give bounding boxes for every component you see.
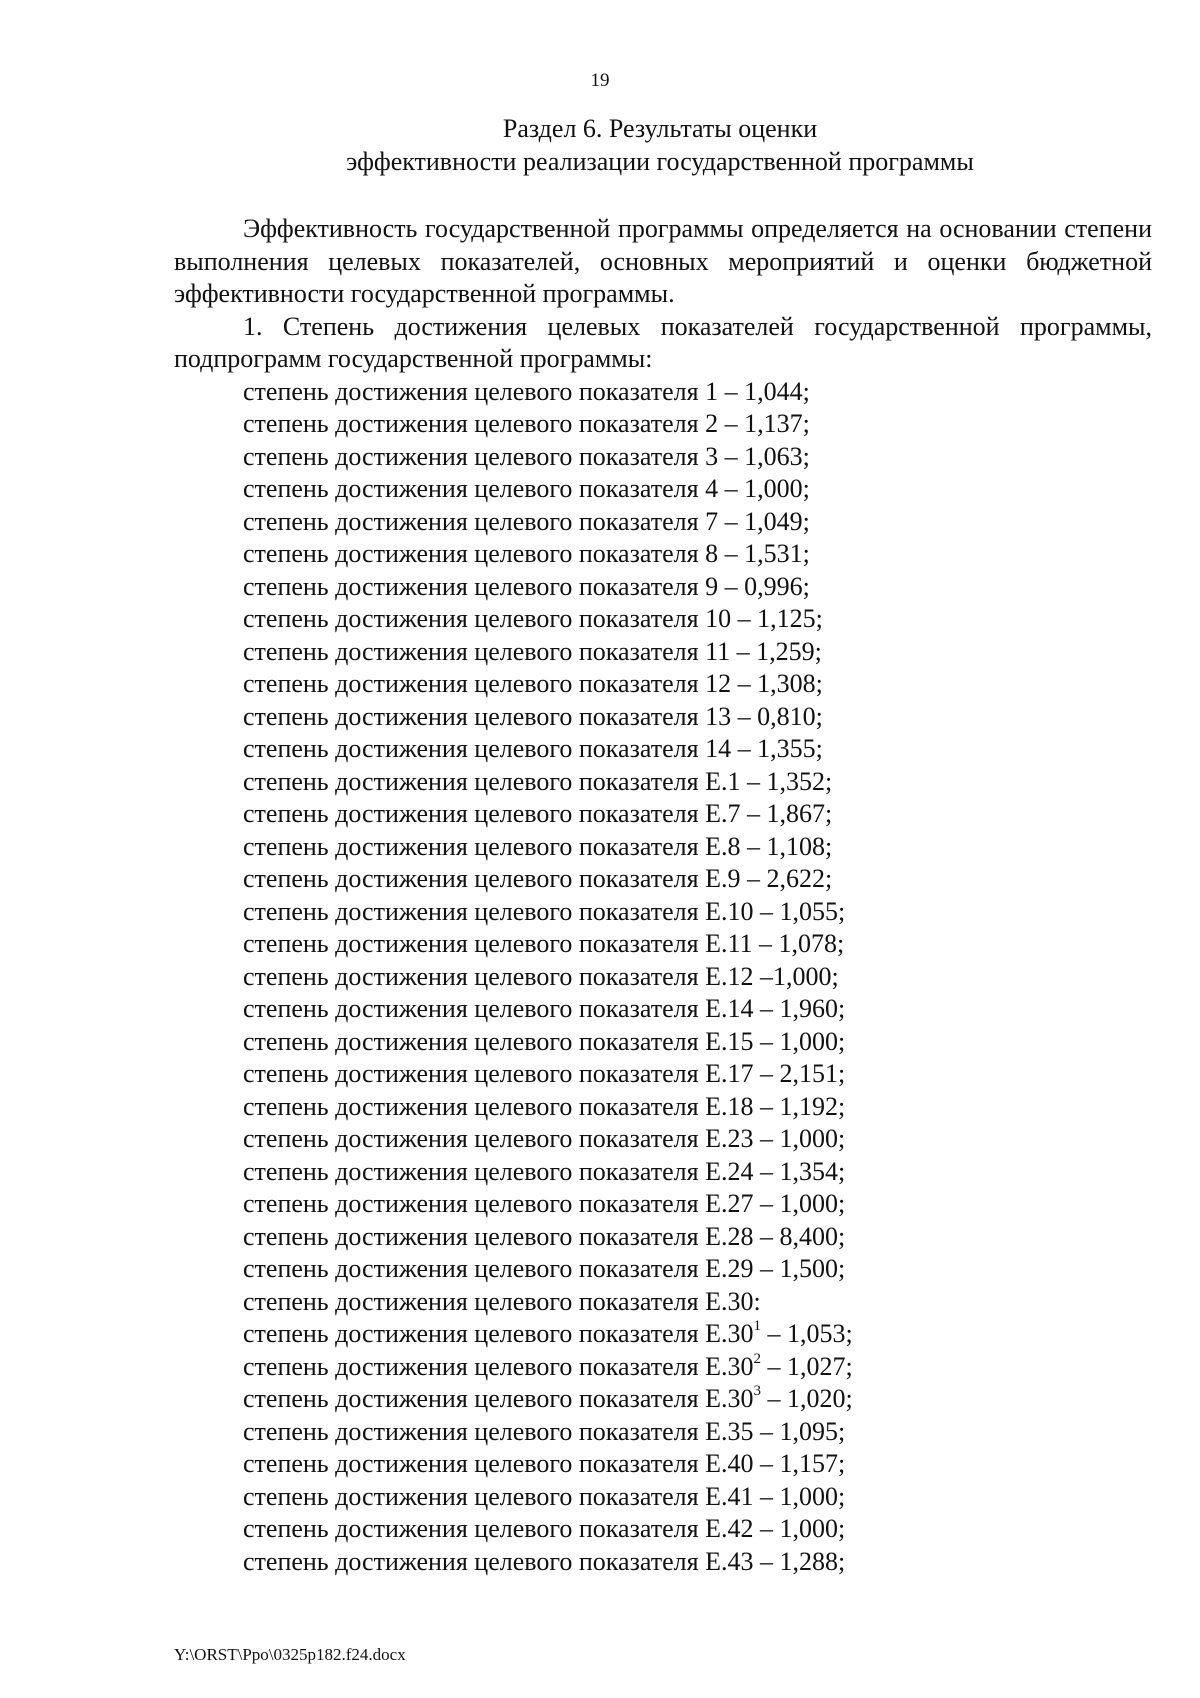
indicator-id: Е.29	[705, 1254, 754, 1283]
indicator-prefix: степень достижения целевого показателя	[243, 1026, 699, 1056]
indicator-id: Е.30	[705, 1286, 754, 1316]
indicator-item	[174, 766, 1152, 799]
indicator-prefix: степень достижения целевого показателя	[243, 669, 699, 698]
indicator-prefix: степень достижения целевого показателя	[243, 1254, 699, 1283]
indicator-item	[174, 441, 1152, 474]
indicator-item	[174, 473, 1152, 506]
indicator-item	[174, 1026, 1152, 1059]
indicator-prefix: степень достижения целевого показателя	[243, 409, 699, 438]
indicator-prefix: степень достижения целевого показателя	[243, 831, 699, 861]
indicator-value: – 1,157;	[753, 1449, 846, 1478]
indicator-prefix: степень достижения целевого показателя	[243, 961, 699, 991]
indicator-prefix: степень достижения целевого показателя	[243, 1059, 699, 1088]
indicator-list	[174, 376, 1152, 1579]
indicator-prefix: степень достижения целевого показателя	[243, 506, 699, 536]
indicator-prefix: степень достижения целевого показателя	[243, 1319, 699, 1348]
indicator-id: Е.17	[705, 1059, 754, 1088]
indicator-item	[174, 1156, 1152, 1189]
indicator-item	[174, 668, 1152, 701]
indicator-item	[174, 571, 1152, 604]
indicator-item	[174, 1318, 1152, 1351]
indicator-item	[174, 1286, 1152, 1319]
indicator-value: – 1,354;	[753, 1156, 846, 1186]
indicator-id: Е.15	[705, 1026, 754, 1056]
indicator-value: – 1,125;	[731, 604, 823, 633]
indicator-prefix: степень достижения целевого показателя	[243, 1546, 699, 1576]
indicator-value: – 8,400;	[753, 1221, 846, 1251]
indicator-id: Е.27	[705, 1189, 754, 1218]
indicator-id: Е.35	[705, 1416, 754, 1446]
indicator-value: – 0,996;	[718, 571, 810, 601]
indicator-prefix: степень достижения целевого показателя	[243, 994, 699, 1023]
indicator-id: 7	[705, 506, 719, 536]
indicator-value: – 1,288;	[753, 1546, 846, 1576]
indicator-item	[174, 798, 1152, 831]
indicator-id: 4	[705, 474, 719, 503]
indicator-value: – 1,000;	[753, 1514, 846, 1543]
indicator-item	[174, 1188, 1152, 1221]
indicator-id: 12	[705, 669, 732, 698]
indicator-value: – 1,078;	[752, 929, 845, 958]
indicator-sub-index: 1	[753, 1318, 761, 1335]
indicator-prefix: степень достижения целевого показателя	[243, 604, 699, 633]
indicator-id: Е.12	[705, 961, 754, 991]
indicator-id: Е.41	[705, 1481, 754, 1511]
indicator-value: – 1,352;	[740, 766, 833, 796]
indicator-item	[174, 993, 1152, 1026]
indicator-prefix: степень достижения целевого показателя	[243, 1221, 699, 1251]
indicator-prefix: степень достижения целевого показателя	[243, 441, 699, 471]
indicator-prefix: степень достижения целевого показателя	[243, 1449, 699, 1478]
indicator-id: 1	[705, 376, 719, 406]
indicator-item	[174, 1123, 1152, 1156]
indicator-id: Е.42	[705, 1514, 754, 1543]
indicator-id: 13	[705, 701, 732, 731]
indicator-value: – 1,000;	[753, 1124, 846, 1153]
page-number: 19	[590, 70, 610, 91]
indicator-item	[174, 1416, 1152, 1449]
indicator-id: Е.7	[705, 799, 741, 828]
indicator-id: 11	[705, 636, 731, 666]
section-heading-line-2: эффективности реализации государственной программы	[346, 147, 974, 176]
indicator-item	[174, 1253, 1152, 1286]
indicator-prefix: степень достижения целевого показателя	[243, 1351, 699, 1381]
indicator-value: –1,000;	[753, 961, 839, 991]
indicator-value: – 1,000;	[753, 1481, 846, 1511]
indicator-prefix: степень достижения целевого показателя	[243, 929, 699, 958]
indicator-item	[174, 961, 1152, 994]
indicator-item	[174, 1091, 1152, 1124]
indicator-value: – 0,810;	[731, 701, 823, 731]
indicator-id: 8	[705, 539, 719, 568]
indicator-prefix: степень достижения целевого показателя	[243, 571, 699, 601]
indicator-prefix: степень достижения целевого показателя	[243, 539, 699, 568]
indicator-id: 2	[705, 409, 719, 438]
indicator-id: 14	[705, 734, 732, 763]
indicator-id: Е.30	[705, 1384, 754, 1413]
indicator-value: – 1,867;	[740, 799, 833, 828]
indicator-value: – 1,000;	[753, 1026, 846, 1056]
indicator-value: – 1,192;	[753, 1091, 846, 1121]
file-path-footer: Y:\ORST\Ppo\0325p182.f24.docx	[174, 1645, 406, 1664]
indicator-prefix: степень достижения целевого показателя	[243, 734, 699, 763]
section-heading	[165, 112, 1155, 178]
indicator-prefix: степень достижения целевого показателя	[243, 1124, 699, 1153]
indicator-id: Е.23	[705, 1124, 754, 1153]
indicator-id: Е.1	[705, 766, 741, 796]
indicator-value: – 1,053;	[760, 1319, 853, 1348]
indicator-value: – 1,049;	[718, 506, 810, 536]
indicator-id: Е.9	[705, 864, 741, 893]
indicator-item	[174, 376, 1152, 409]
indicator-value: – 1,108;	[740, 831, 833, 861]
indicator-value: – 1,095;	[753, 1416, 846, 1446]
indicator-value: – 1,960;	[753, 994, 846, 1023]
indicator-prefix: степень достижения целевого показателя	[243, 766, 699, 796]
indicator-prefix: степень достижения целевого показателя	[243, 864, 699, 893]
indicator-item	[174, 1481, 1152, 1514]
indicator-prefix: степень достижения целевого показателя	[243, 474, 699, 503]
indicator-value: – 1,500;	[753, 1254, 846, 1283]
indicator-prefix: степень достижения целевого показателя	[243, 1156, 699, 1186]
indicator-item	[174, 896, 1152, 929]
indicator-value: – 1,063;	[718, 441, 810, 471]
indicator-item	[174, 701, 1152, 734]
indicator-item	[174, 1351, 1152, 1384]
indicator-item	[174, 1448, 1152, 1481]
indicator-item	[174, 538, 1152, 571]
indicator-value: – 2,622;	[740, 864, 833, 893]
indicator-item	[174, 831, 1152, 864]
indicator-item	[174, 1058, 1152, 1091]
indicator-value: – 1,355;	[731, 734, 823, 763]
indicator-id: Е.30	[705, 1319, 754, 1348]
indicator-item	[174, 1383, 1152, 1416]
indicator-prefix: степень достижения целевого показателя	[243, 376, 699, 406]
indicator-prefix: степень достижения целевого показателя	[243, 1286, 699, 1316]
indicator-item	[174, 1546, 1152, 1579]
indicator-item	[174, 506, 1152, 539]
section-1-paragraph: 1. Степень достижения целевых показателей государственной программы, подпрограмм государственной программы:	[174, 311, 1152, 373]
indicator-value: – 1,308;	[731, 669, 823, 698]
section-heading-line-1: Раздел 6. Результаты оценки	[502, 114, 818, 143]
indicator-id: Е.18	[705, 1091, 754, 1121]
indicator-id: Е.14	[705, 994, 754, 1023]
indicator-prefix: степень достижения целевого показателя	[243, 799, 699, 828]
indicator-prefix: степень достижения целевого показателя	[243, 1189, 699, 1218]
indicator-prefix: степень достижения целевого показателя	[243, 1416, 699, 1446]
indicator-id: 3	[705, 441, 719, 471]
indicator-item	[174, 733, 1152, 766]
indicator-id: 9	[705, 571, 719, 601]
indicator-item	[174, 603, 1152, 636]
indicator-prefix: степень достижения целевого показателя	[243, 896, 699, 926]
indicator-value: – 2,151;	[753, 1059, 846, 1088]
indicator-prefix: степень достижения целевого показателя	[243, 1091, 699, 1121]
indicator-id: Е.24	[705, 1156, 754, 1186]
indicator-id: Е.10	[705, 896, 754, 926]
indicator-value: – 1,531;	[718, 539, 810, 568]
document-body	[174, 213, 1152, 1578]
indicator-value: – 1,044;	[718, 376, 810, 406]
indicator-value: – 1,137;	[718, 409, 810, 438]
indicator-prefix: степень достижения целевого показателя	[243, 701, 699, 731]
indicator-id: Е.11	[705, 929, 753, 958]
indicator-value: :	[753, 1286, 761, 1316]
indicator-item	[174, 928, 1152, 961]
indicator-id: Е.8	[705, 831, 741, 861]
indicator-value: – 1,000;	[753, 1189, 846, 1218]
indicator-prefix: степень достижения целевого показателя	[243, 636, 699, 666]
indicator-value: – 1,027;	[760, 1351, 853, 1381]
indicator-item	[174, 408, 1152, 441]
indicator-id: Е.30	[705, 1351, 754, 1381]
indicator-id: Е.28	[705, 1221, 754, 1251]
indicator-value: – 1,259;	[730, 636, 822, 666]
indicator-item	[174, 636, 1152, 669]
indicator-sub-index: 3	[753, 1383, 761, 1400]
indicator-prefix: степень достижения целевого показателя	[243, 1384, 699, 1413]
indicator-id: 10	[705, 604, 732, 633]
indicator-item	[174, 863, 1152, 896]
indicator-value: – 1,055;	[753, 896, 846, 926]
indicator-sub-index: 2	[753, 1350, 761, 1367]
indicator-value: – 1,020;	[760, 1384, 853, 1413]
indicator-item	[174, 1513, 1152, 1546]
indicator-prefix: степень достижения целевого показателя	[243, 1514, 699, 1543]
indicator-id: Е.43	[705, 1546, 754, 1576]
intro-paragraph: Эффективность государственной программы определяется на основании степени выполнения целевых показателей, основных мероприятий и оценки бюджетной эффективности государственной программы.	[174, 214, 1152, 308]
indicator-id: Е.40	[705, 1449, 754, 1478]
indicator-value: – 1,000;	[718, 474, 810, 503]
indicator-item	[174, 1221, 1152, 1254]
indicator-prefix: степень достижения целевого показателя	[243, 1481, 699, 1511]
